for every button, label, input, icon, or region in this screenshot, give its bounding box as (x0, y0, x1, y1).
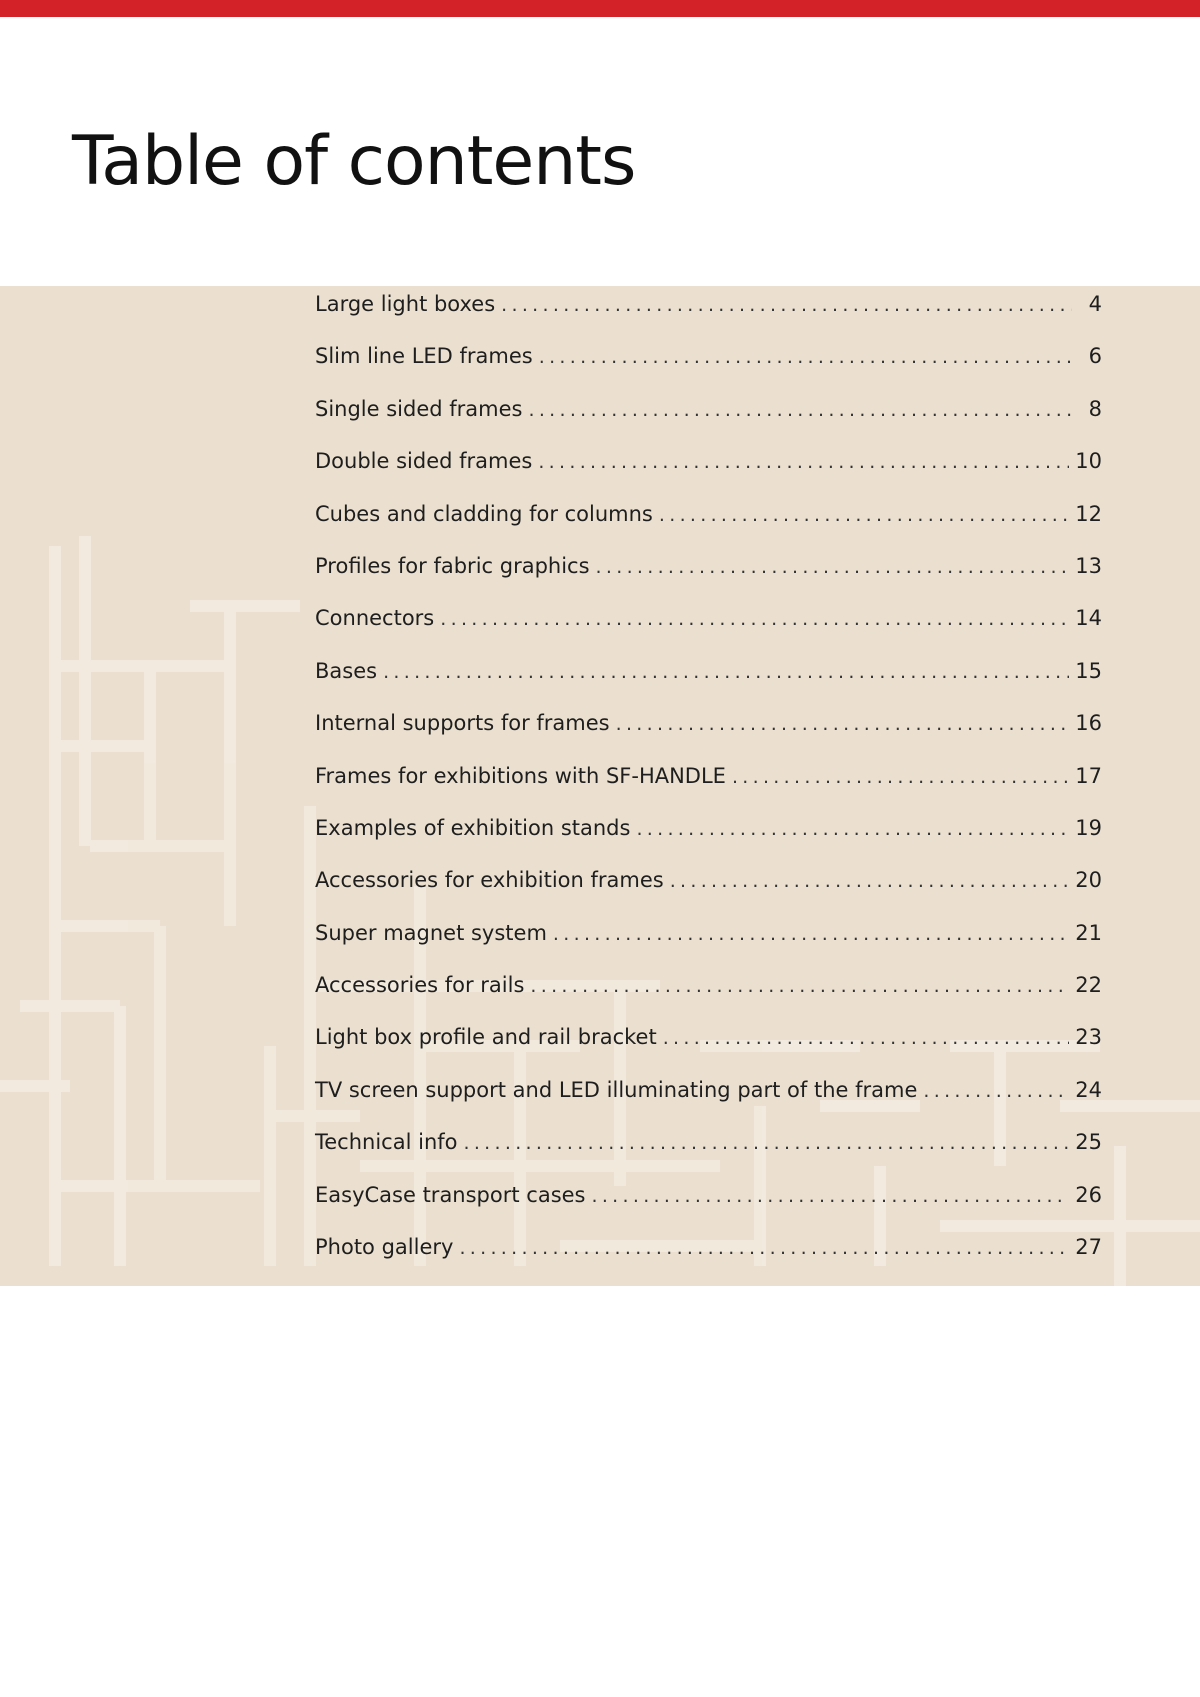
toc-entry-page-number: 4 (1088, 292, 1102, 316)
toc-entry[interactable] (315, 653, 1102, 705)
toc-entry-label: Technical info (315, 1130, 458, 1155)
toc-entry-label: Photo gallery (315, 1235, 454, 1260)
toc-entry[interactable] (315, 862, 1102, 914)
toc-dot-leader (663, 1027, 1070, 1049)
toc-entry-page-number: 24 (1075, 1077, 1102, 1102)
toc-dot-leader (592, 1185, 1070, 1207)
toc-entry[interactable] (315, 915, 1102, 967)
toc-entry-page-number: 13 (1075, 553, 1102, 578)
toc-dot-leader (553, 923, 1069, 945)
toc-entry-page-number: 21 (1075, 920, 1102, 945)
toc-entry-label: EasyCase transport cases (315, 1182, 586, 1207)
toc-entry-page-number: 26 (1075, 1182, 1102, 1207)
toc-entry[interactable] (315, 967, 1102, 1019)
toc-dot-leader (539, 346, 1072, 368)
toc-entry-label: Examples of exhibition stands (315, 815, 631, 840)
toc-entry[interactable] (315, 548, 1102, 600)
toc-entry[interactable] (315, 286, 1102, 338)
toc-entry-page-number: 20 (1075, 868, 1102, 893)
toc-entry[interactable] (315, 338, 1102, 390)
page-title: Table of contents (72, 122, 636, 201)
toc-dot-leader (501, 294, 1072, 316)
toc-entry[interactable] (315, 1072, 1102, 1124)
toc-entry[interactable] (315, 810, 1102, 862)
toc-panel (0, 286, 1200, 1286)
toc-entry-page-number: 22 (1075, 973, 1102, 998)
toc-entry-label: Internal supports for frames (315, 711, 610, 736)
toc-entry-label: Accessories for rails (315, 973, 525, 998)
toc-entry-label: Cubes and cladding for columns (315, 501, 653, 526)
toc-entry-page-number: 23 (1075, 1025, 1102, 1050)
toc-entry[interactable] (315, 496, 1102, 548)
toc-entry-page-number: 6 (1088, 344, 1102, 369)
toc-entry[interactable] (315, 1177, 1102, 1229)
toc-dot-leader (616, 713, 1070, 735)
toc-dot-leader (659, 504, 1069, 526)
toc-entry-page-number: 27 (1075, 1235, 1102, 1260)
toc-dot-leader (464, 1132, 1070, 1154)
toc-entry[interactable] (315, 443, 1102, 495)
toc-entry-label: Frames for exhibitions with SF-HANDLE (315, 763, 726, 788)
toc-entry[interactable] (315, 705, 1102, 757)
toc-entry[interactable] (315, 758, 1102, 810)
toc-entry-page-number: 15 (1075, 658, 1102, 683)
toc-dot-leader (732, 766, 1069, 788)
toc-entry[interactable] (315, 1124, 1102, 1176)
toc-list (315, 286, 1102, 1281)
toc-entry-label: Connectors (315, 606, 435, 631)
toc-dot-leader (383, 661, 1069, 683)
toc-entry-page-number: 19 (1075, 815, 1102, 840)
toc-entry-page-number: 10 (1075, 449, 1102, 474)
toc-entry[interactable] (315, 1019, 1102, 1071)
toc-entry-label: Slim line LED frames (315, 344, 533, 369)
toc-entry-page-number: 8 (1088, 396, 1102, 421)
toc-entry-page-number: 14 (1075, 606, 1102, 631)
toc-dot-leader (440, 608, 1069, 630)
toc-entry-label: Double sided frames (315, 449, 533, 474)
toc-dot-leader (923, 1080, 1069, 1102)
toc-entry-page-number: 12 (1075, 501, 1102, 526)
top-accent-bar (0, 0, 1200, 17)
toc-entry[interactable] (315, 1229, 1102, 1281)
toc-entry[interactable] (315, 391, 1102, 443)
toc-entry-label: Accessories for exhibition frames (315, 868, 664, 893)
toc-entry-label: Single sided frames (315, 396, 523, 421)
toc-entry-label: Light box profile and rail bracket (315, 1025, 657, 1050)
toc-entry[interactable] (315, 600, 1102, 652)
toc-dot-leader (670, 870, 1070, 892)
toc-entry-page-number: 17 (1075, 763, 1102, 788)
toc-entry-label: TV screen support and LED illuminating part of the frame (315, 1077, 918, 1102)
toc-dot-leader (530, 975, 1069, 997)
toc-entry-label: Large light boxes (315, 292, 496, 316)
toc-dot-leader (538, 451, 1069, 473)
toc-entry-label: Profiles for fabric graphics (315, 553, 590, 578)
toc-dot-leader (528, 399, 1072, 421)
toc-entry-page-number: 25 (1075, 1130, 1102, 1155)
toc-dot-leader (596, 556, 1070, 578)
toc-dot-leader (636, 818, 1069, 840)
toc-dot-leader (459, 1237, 1069, 1259)
toc-entry-label: Super magnet system (315, 920, 547, 945)
toc-entry-label: Bases (315, 658, 378, 683)
toc-entry-page-number: 16 (1075, 711, 1102, 736)
